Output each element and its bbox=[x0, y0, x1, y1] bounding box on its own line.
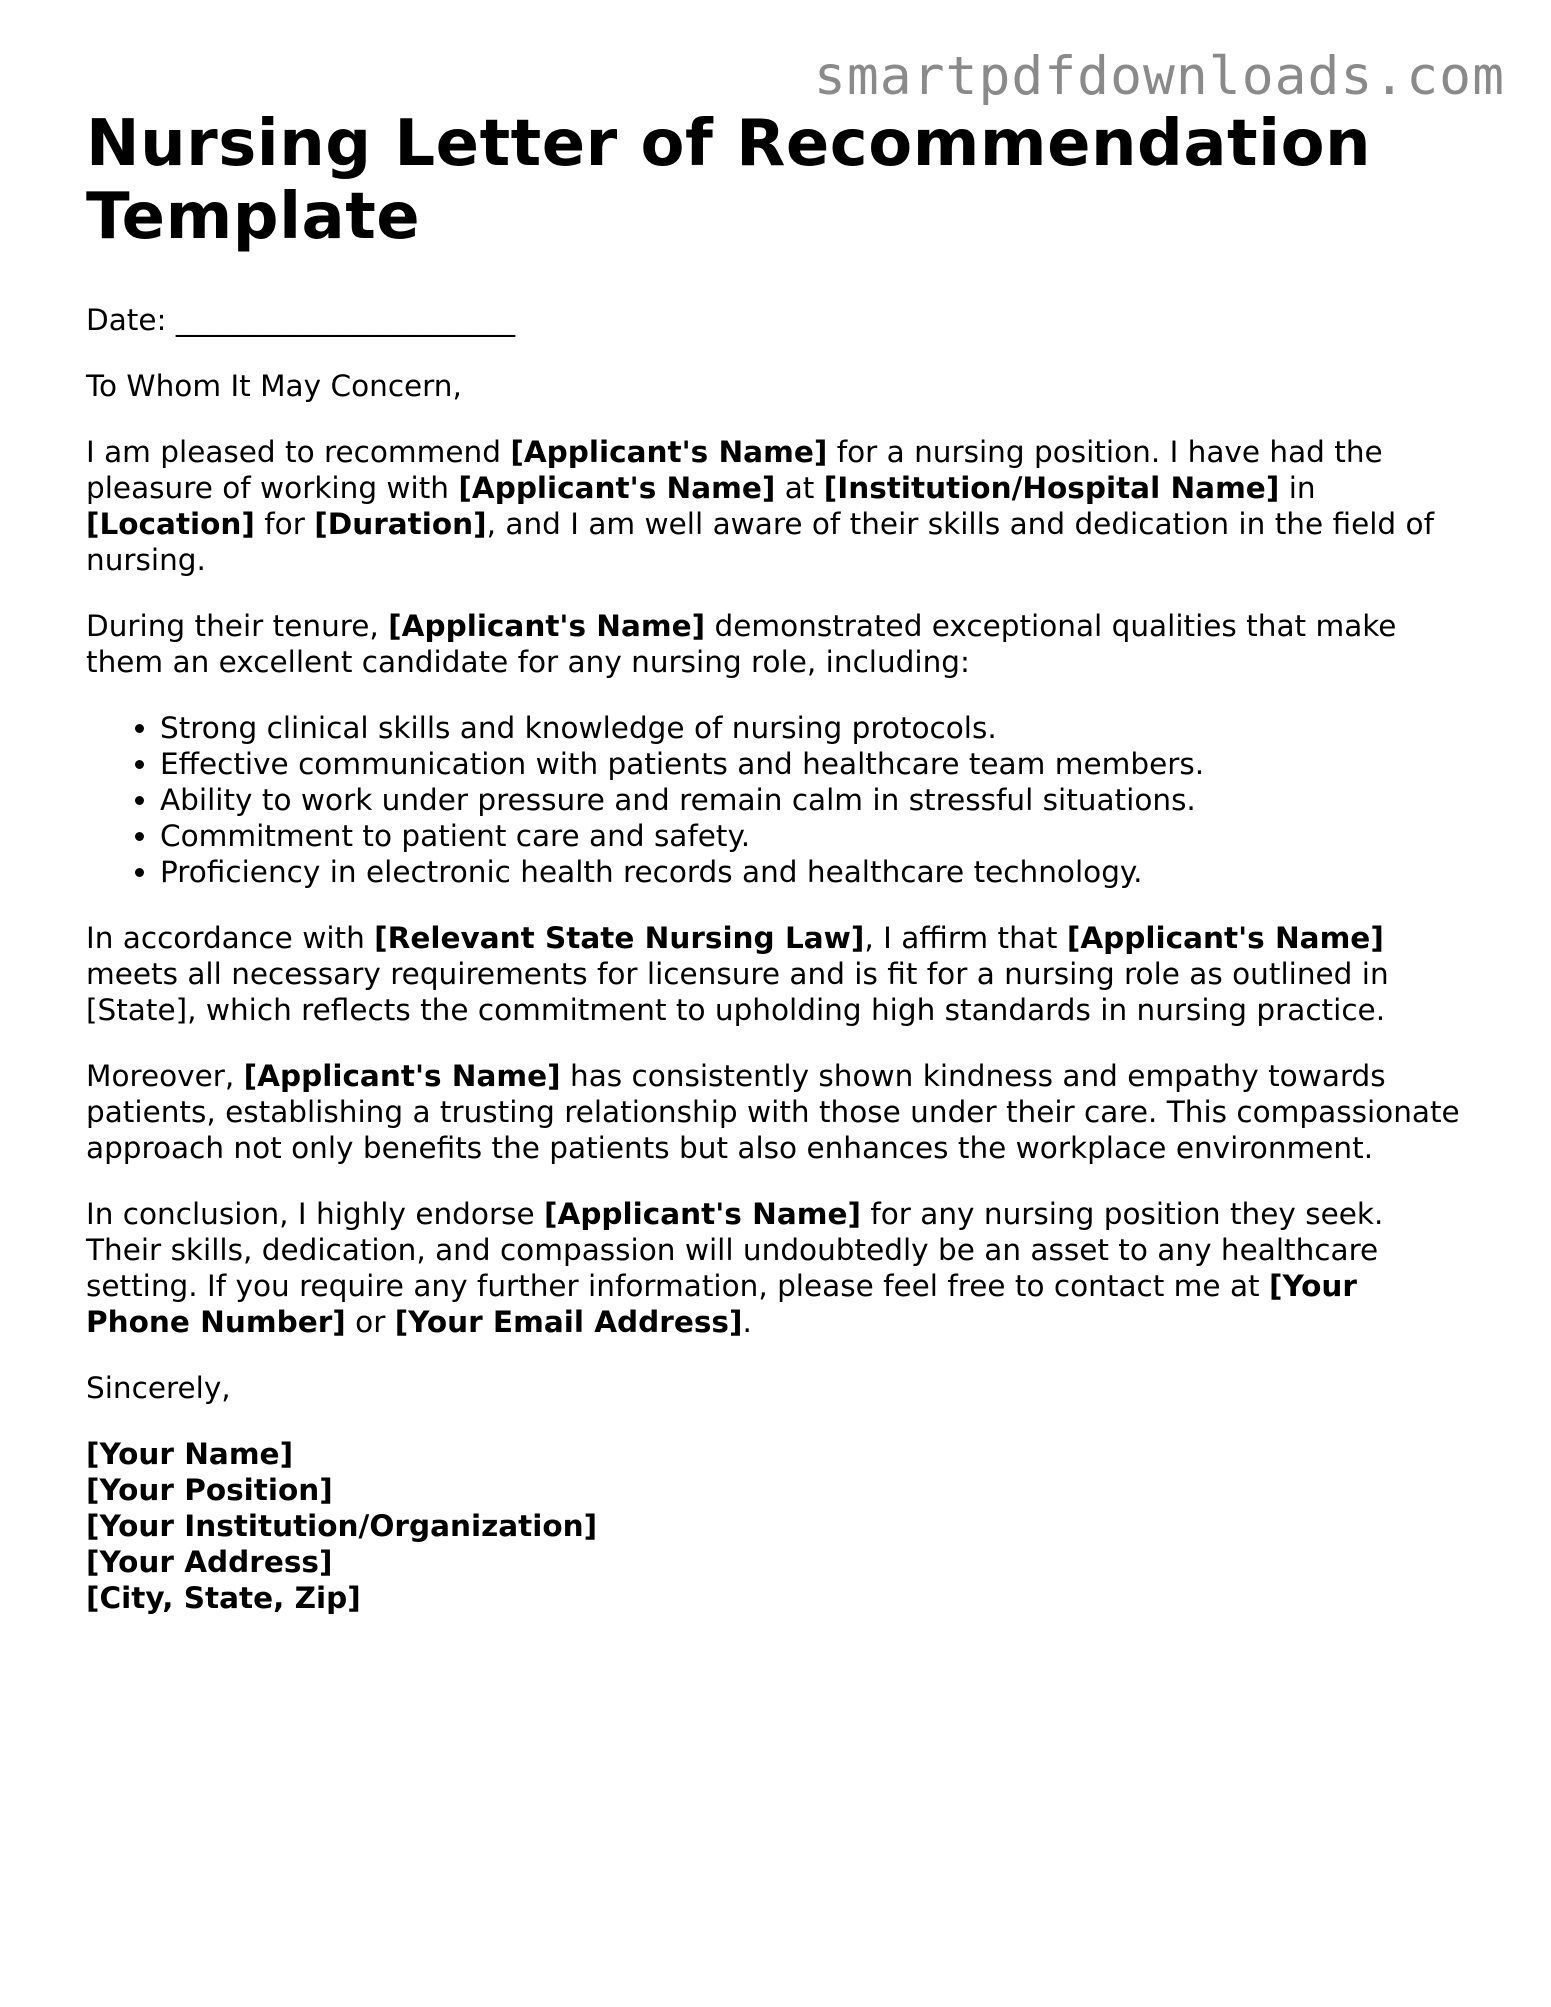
salutation: To Whom It May Concern, bbox=[86, 369, 462, 403]
text-run: meets all necessary requirements for licensure and is fit for a nursing role as outlined in [State], which reflects the commitment to upholding high standards in nursing practice. bbox=[86, 957, 1389, 1027]
qualities-list bbox=[86, 710, 1466, 890]
placeholder-applicant-name: [Applicant's Name] bbox=[544, 1197, 861, 1231]
paragraph-licensure bbox=[86, 920, 1466, 1028]
placeholder-duration: [Duration] bbox=[314, 507, 487, 541]
signature-address: [Your Address] bbox=[86, 1545, 333, 1579]
date-label: Date: bbox=[86, 303, 167, 337]
list-item: • Strong clinical skills and knowledge of nursing protocols. bbox=[160, 710, 1466, 746]
date-line bbox=[86, 302, 1466, 338]
text-run: in bbox=[1279, 471, 1316, 505]
placeholder-applicant-name: [Applicant's Name] bbox=[243, 1059, 561, 1093]
placeholder-email: [Your Email Address] bbox=[394, 1305, 743, 1339]
text-run: has consistently shown kindness and empathy towards patients, establishing a trusting relationship with those under their care. This compassionate approach not only benefits the patients but also enhances the workplace environment. bbox=[86, 1059, 1460, 1165]
list-item: • Commitment to patient care and safety. bbox=[160, 818, 1466, 854]
text-run: In accordance with bbox=[86, 921, 375, 955]
text-run: for bbox=[254, 507, 315, 541]
paragraph-conclusion bbox=[86, 1196, 1466, 1340]
date-blank: _______________________ bbox=[175, 303, 516, 337]
list-item: • Effective communication with patients and healthcare team members. bbox=[160, 746, 1466, 782]
text-run: at bbox=[775, 471, 824, 505]
paragraph-intro bbox=[86, 434, 1466, 578]
text-run: , I affirm that bbox=[864, 921, 1067, 955]
text-run: for any nursing position they seek. Their skills, dedication, and compassion will undoubtedly be an asset to any healthcare setting. If you require any further information, please feel free to contact me at bbox=[86, 1197, 1384, 1303]
placeholder-phone: [Your Phone Number] bbox=[86, 1269, 1357, 1339]
letter-page bbox=[86, 108, 1466, 1616]
watermark: smartpdfdownloads.com bbox=[813, 46, 1505, 107]
text-run: In conclusion, I highly endorse bbox=[86, 1197, 544, 1231]
list-item: • Ability to work under pressure and remain calm in stressful situations. bbox=[160, 782, 1466, 818]
placeholder-state-law: [Relevant State Nursing Law] bbox=[374, 921, 865, 955]
signature-position: [Your Position] bbox=[86, 1473, 333, 1507]
text-run: During their tenure, bbox=[86, 609, 389, 643]
placeholder-institution: [Institution/Hospital Name] bbox=[823, 471, 1280, 505]
list-item: • Proficiency in electronic health records and healthcare technology. bbox=[160, 854, 1466, 890]
placeholder-location: [Location] bbox=[86, 507, 255, 541]
signature-institution: [Your Institution/Organization] bbox=[86, 1509, 598, 1543]
text-run: demonstrated exceptional qualities that make them an excellent candidate for any nursing role, including: bbox=[86, 609, 1397, 679]
signature-name: [Your Name] bbox=[86, 1437, 294, 1471]
text-run: for a nursing position. I have had the pleasure of working with bbox=[86, 435, 1383, 505]
placeholder-applicant-name: [Applicant's Name] bbox=[458, 471, 776, 505]
signature-block bbox=[86, 1436, 1466, 1616]
text-run: . bbox=[742, 1305, 752, 1339]
text-run: , and I am well aware of their skills and dedication in the field of nursing. bbox=[86, 507, 1434, 577]
placeholder-applicant-name: [Applicant's Name] bbox=[1066, 921, 1384, 955]
paragraph-tenure bbox=[86, 608, 1466, 680]
text-run: Moreover, bbox=[86, 1059, 244, 1093]
signature-city-state-zip: [City, State, Zip] bbox=[86, 1581, 361, 1615]
placeholder-applicant-name: [Applicant's Name] bbox=[510, 435, 828, 469]
page-title: Nursing Letter of Recommendation Template bbox=[86, 107, 1372, 254]
placeholder-applicant-name: [Applicant's Name] bbox=[388, 609, 706, 643]
text-run: or bbox=[345, 1305, 395, 1339]
closing: Sincerely, bbox=[86, 1371, 231, 1405]
text-run: I am pleased to recommend bbox=[86, 435, 511, 469]
paragraph-empathy bbox=[86, 1058, 1466, 1166]
